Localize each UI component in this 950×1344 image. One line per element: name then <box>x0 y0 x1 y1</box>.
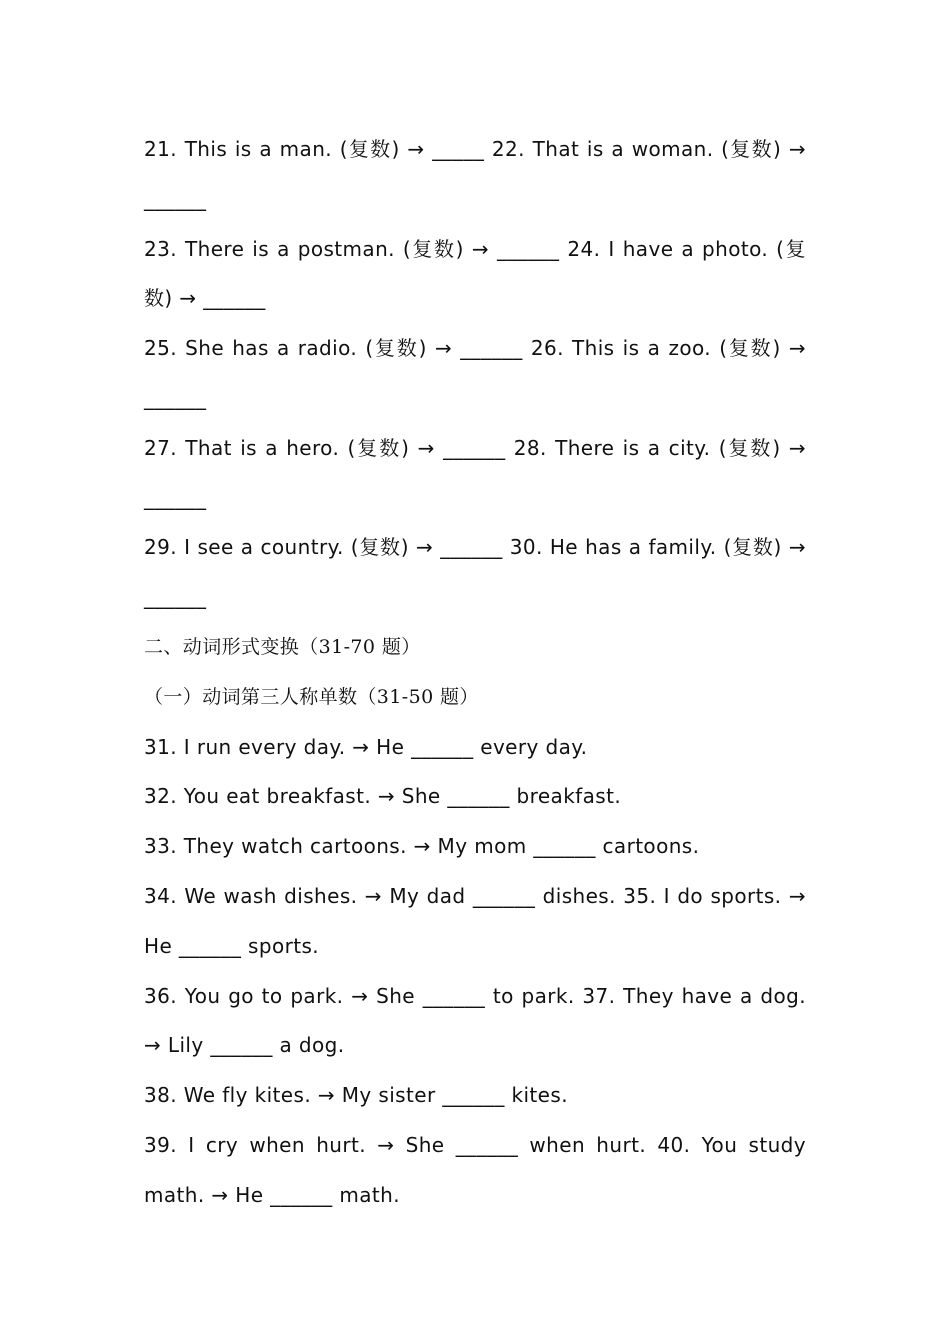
exercise-36-37: 36. You go to park. → She ______ to park. 37. They have a dog. → Lily ______ a dog. <box>144 983 806 1058</box>
exercise-21-22: 21. This is a man. (复数) → _____ 22. That is a woman. (复数) → ______ <box>144 137 806 211</box>
exercise-31: 31. I run every day. → He ______ every day. <box>144 734 588 759</box>
exercise-25-26: 25. She has a radio. (复数) → ______ 26. This is a zoo. (复数) → ______ <box>144 336 806 410</box>
exercise-38: 38. We fly kites. → My sister ______ kites. <box>144 1083 568 1108</box>
document-page <box>144 125 806 1221</box>
subsection-heading: （一）动词第三人称单数（31-50 题） <box>144 685 479 708</box>
section-heading: 二、动词形式变换（31-70 题） <box>144 635 421 658</box>
exercise-32: 32. You eat breakfast. → She ______ breakfast. <box>144 784 622 809</box>
exercise-33: 33. They watch cartoons. → My mom ______ cartoons. <box>144 834 700 859</box>
exercise-29-30: 29. I see a country. (复数) → ______ 30. He has a family. (复数) → ______ <box>144 535 806 610</box>
exercise-39-40: 39. I cry when hurt. → She ______ when hurt. 40. You study math. → He ______ math. <box>144 1132 806 1207</box>
exercise-34-35: 34. We wash dishes. → My dad ______ dishes. 35. I do sports. → He ______ sports. <box>144 883 806 958</box>
exercise-27-28: 27. That is a hero. (复数) → ______ 28. There is a city. (复数) → ______ <box>144 435 806 510</box>
exercise-23-24: 23. There is a postman. (复数) → ______ 24. I have a photo. (复数) → ______ <box>144 236 806 311</box>
